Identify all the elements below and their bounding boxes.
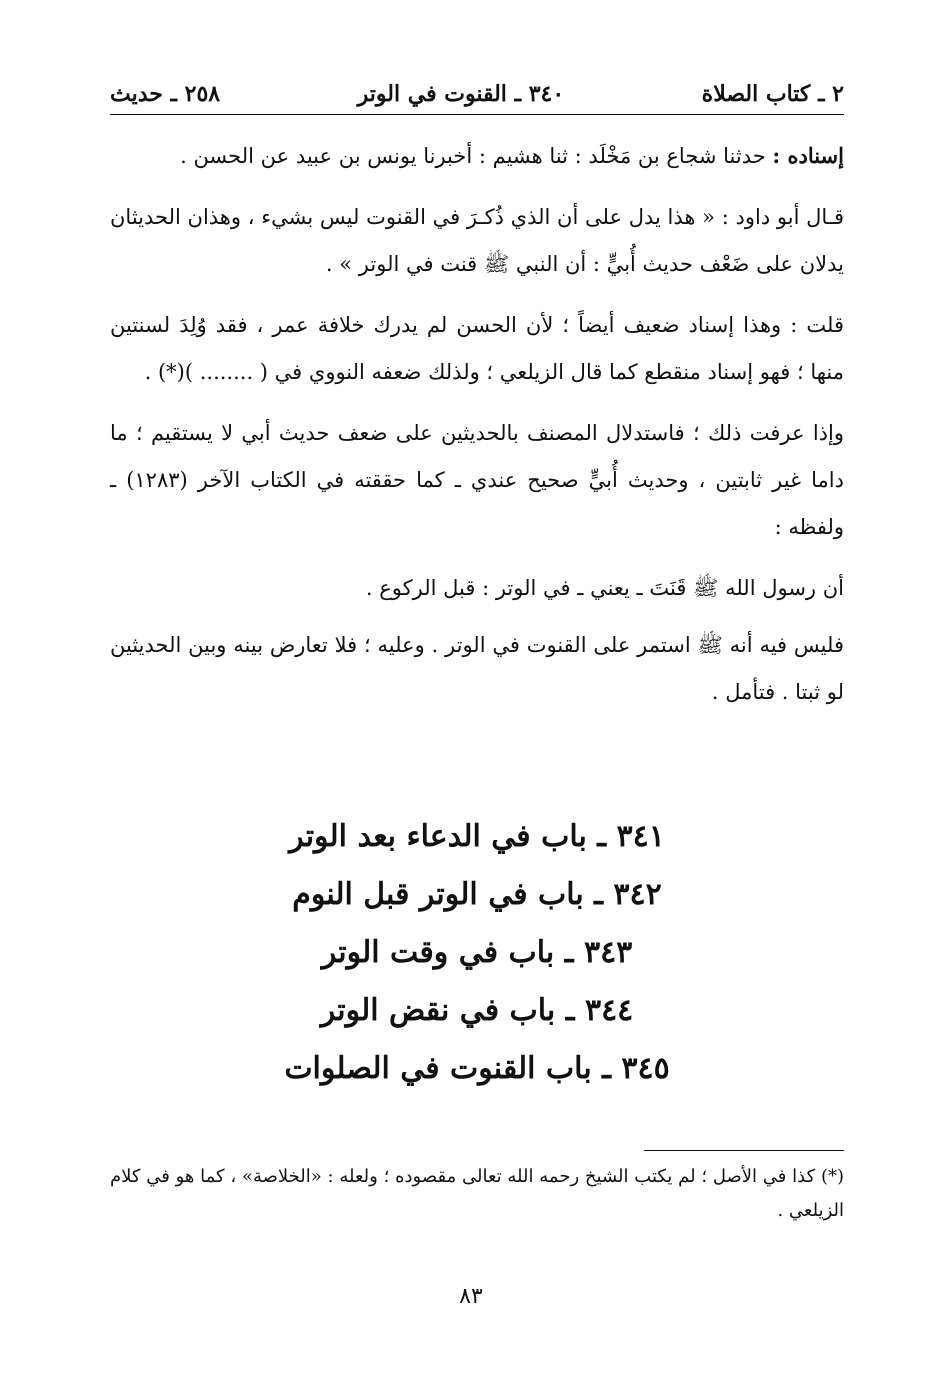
chapter-heading: ٣٤٣ ـ باب في وقت الوتر [321, 935, 633, 970]
chapter-heading: ٣٤٤ ـ باب في نقض الوتر [320, 993, 634, 1028]
page-number: ٨٣ [459, 1284, 483, 1309]
paragraph-isnad [110, 132, 844, 180]
running-header [110, 74, 844, 115]
footnote-divider [644, 1150, 844, 1151]
paragraph-commentary: قلت : وهذا إسناد ضعيف أيضاً ؛ لأن الحسن لم يدرك خلافة عمر ، فقد وُلِدَ لسنتين منها ؛ فهو إسناد منقطع كما قال الزيلعي ؛ ولذلك ضعفه النووي في ( ........ )(*) . [110, 313, 844, 384]
chapter-headings [110, 808, 844, 1098]
paragraph-text: حدثنا شجاع بن مَخْلَد : ثنا هشيم : أخبرنا يونس بن عبيد عن الحسن . [180, 144, 773, 168]
main-text [110, 132, 844, 730]
paragraph-abu-dawud: قـال أبو داود : « هذا يدل على أن الذي ذُكـرَ في القنوت ليس بشيء ، وهذان الحديثان يدلان على ضَعْف حديث أُبيٍّ : أن النبي ﷺ قنت في الوتر » . [110, 205, 844, 276]
paragraph-lead: إسناده : [772, 143, 844, 168]
paragraph-conclusion: فليس فيه أنه ﷺ استمر على القنوت في الوتر . وعليه ؛ فلا تعارض بينه وبين الحديثين لو ثبتا . فتأمل . [110, 633, 844, 704]
header-book-title: ٢ ـ كتاب الصلاة [701, 81, 844, 107]
chapter-heading: ٣٤١ ـ باب في الدعاء بعد الوتر [289, 819, 665, 854]
chapter-heading: ٣٤٥ ـ باب القنوت في الصلوات [284, 1051, 670, 1086]
chapter-heading: ٣٤٢ ـ باب في الوتر قبل النوم [292, 877, 662, 912]
paragraph-hadith-text: أن رسول الله ﷺ قَنَتَ ـ يعني ـ في الوتر : قبل الركوع . [365, 576, 844, 600]
paragraph-analysis: وإذا عرفت ذلك ؛ فاستدلال المصنف بالحديثين على ضعف حديث أبي لا يستقيم ؛ ما داما غير ثابتين ، وحديث أُبيٍّ صحيح عندي ـ كما حققته في الكتاب الآخر (١٢٨٣) ـ ولفظه : [110, 421, 844, 539]
header-chapter-title: ٣٤٠ ـ القنوت في الوتر [357, 81, 565, 107]
header-hadith-number: ٢٥٨ ـ حديث [110, 81, 221, 107]
footnote: (*) كذا في الأصل ؛ لم يكتب الشيخ رحمه الله تعالى مقصوده ؛ ولعله : «الخلاصة» ، كما هو في كلام الزيلعي . [110, 1166, 844, 1221]
